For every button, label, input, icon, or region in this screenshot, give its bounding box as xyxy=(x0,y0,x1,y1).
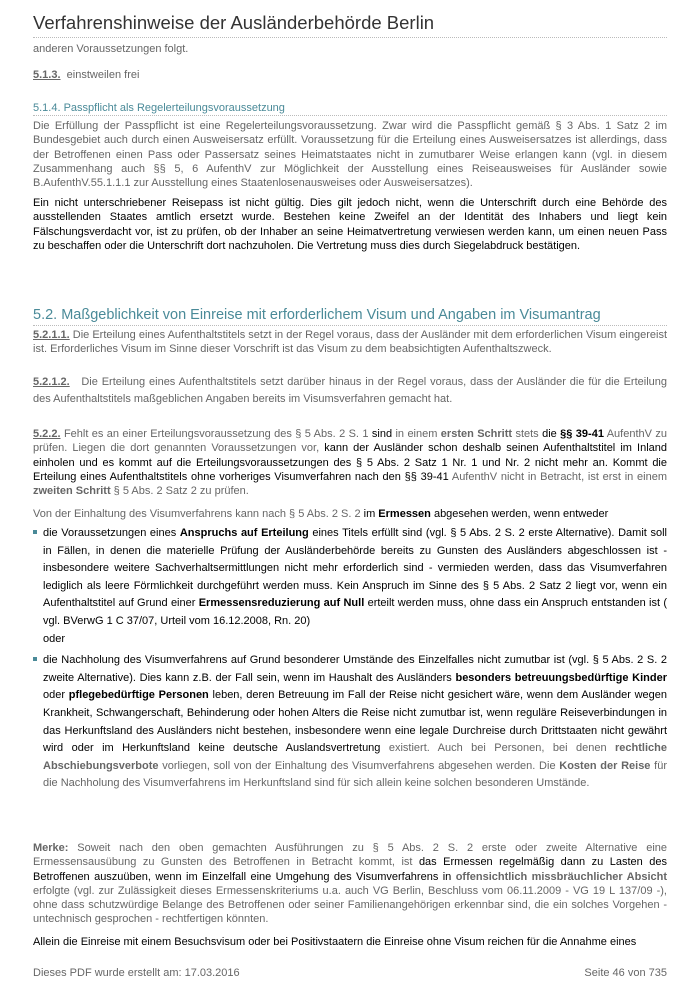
text-run-bold: rechtliche Abschiebungsverbote xyxy=(43,742,667,772)
section-number: 5.2.1.1. xyxy=(33,329,70,341)
text-run: das Ermessen regelmäßig dann zu Lasten des Betroffenen auszuüben, wenn im Einzelfall eine xyxy=(33,856,667,883)
heading-divider xyxy=(33,115,667,116)
text-run: erfolgte (vgl. zur Zulässigkeit dieses Ermessenskriteriums u.a. auch VG Berlin, Beschluss vom 06.11.2009 - VG 19 L 137/09 -), ohne dass schutzwürdige Belange des Betroffenen oder seiner Familienangehörigen erkennbar sind, die ein solches Vorgehen - untechnisch gesprochen - rechtfertigen könnten. xyxy=(33,884,667,926)
header-title: Verfahrenshinweise der Ausländerbehörde Berlin xyxy=(33,12,435,33)
text-run-bold: zweiten Schritt xyxy=(33,485,111,498)
section-text: einstweilen frei xyxy=(66,69,140,81)
section-5-1-3 xyxy=(33,68,667,82)
text-run: die Nachholung des Visumverfahrens auf Grund besonderer Umstände des Einzelfalles nicht zumutbar ist (vgl. § 5 Abs. 2 S. 2 zweite Alternative). Dies kann z.B. der Fall sein, wenn im Haushalt des Ausländers xyxy=(43,654,667,684)
text-run: im xyxy=(363,508,379,520)
page-header xyxy=(33,12,667,38)
section-number: 5.1.3. xyxy=(33,69,61,81)
text-run: für die Nachholung des Visumverfahrens im Herkunftsland sind für sich allein keine solchen besonderen Umstände. xyxy=(43,759,667,790)
text-run: erteilt werden muss, ohne dass ein Anspruch entstanden ist ( vgl. BVerwG 1 C 37/07, Urteil vom 16.12.2008, Rn. 20) xyxy=(43,597,667,627)
text-run-bold: offensichtlich missbräuchlicher Absicht xyxy=(455,870,668,883)
section-number: 5.2.1.2. xyxy=(33,376,70,388)
merke-paragraph xyxy=(33,841,667,927)
text-run: abgesehen werden, wenn entweder xyxy=(430,508,609,520)
text-run: die xyxy=(542,428,557,440)
section-5-1-4-p1: Die Erfüllung der Passpflicht ist eine Regelerteilungsvoraussetzung. Zwar wird die Passpflicht gemäß § 3 Abs. 1 Satz 2 im Bundesgebiet auch durch einen Ausweisersatz erfüllt. Voraussetzung für die Erteilung eines Ausweisersatzes ist allerdings, dass der Betroffenen einen Pass oder Passersatz seines Heimatstaates nicht in zumutbarer Weise erlangen kann (vgl. in diesem Zusammenhang auch §§ 5, 6 AufenthV zur Möglichkeit der Ausstellung eines Reiseausweises für Ausländer sowie B.AufenthV.55.1.1.1 zur Ausstellung eines Staatenlosenausweises oder Ausweisersatzes). xyxy=(33,120,667,190)
section-5-1-4-heading: 5.1.4. Passpflicht als Regelerteilungsvoraussetzung xyxy=(33,102,285,114)
text-run: § 5 Abs. 2 Satz 2 zu prüfen. xyxy=(110,485,249,498)
text-run: Fehlt es an einer Erteilungsvoraussetzung des § 5 Abs. 2 S. 1 xyxy=(63,428,372,440)
text-run: Umgehung des Visumverfahrens in xyxy=(275,870,456,883)
text-run: existiert. Auch bei Personen, bei denen xyxy=(380,742,616,755)
section-text: Die Erteilung eines Aufenthaltstitels setzt darüber hinaus in der Regel voraus, dass der Ausländer die für die Erteilung des Aufenthaltstitels maßgeblichen Angaben bereits im Visumsverfahren gemacht hat. xyxy=(33,376,667,405)
merke-label: Merke: xyxy=(33,842,69,854)
heading-divider xyxy=(33,325,667,326)
list-item xyxy=(33,525,667,648)
text-run: AufenthV zu prüfen. Liegen die dort genannten Voraussetzungen vor, xyxy=(33,428,667,455)
section-text: Die Erteilung eines Aufenthaltstitels setzt in der Regel voraus, dass der Ausländer mit dem erforderlichen Visum eingereist ist. Erforderliches Visum im Sinne dieser Vorschrift ist das Visum zu dem beabsichtigten Aufenthaltszweck. xyxy=(33,329,668,356)
section-5-2-heading: 5.2. Maßgeblichkeit von Einreise mit erforderlichem Visum und Angaben im Visumantrag xyxy=(33,307,601,323)
text-run: eines Titels erfüllt sind (vgl. § 5 Abs. 2 S. 2 erste Alternative). Damit soll in Fällen, in denen die materielle Prüfung der Ausländerbehörde bereits zu Gunsten des Ausländers abgeschlossen ist - insbesondere weitere Sachverhaltsermittlungen nicht mehr erforderlich sind - vermieden werden, dass das Visumverfahren lediglich als leere Förmlichkeit durchgeführt werden muss. Kein Anspruch im Sinne des § 5 Abs. 2 Satz 2 liegt vor, wenn ein Aufenthaltstitel auf Grund einer xyxy=(43,527,667,610)
ermessen-intro xyxy=(33,507,667,521)
footer-page-number: Seite 46 von 735 xyxy=(584,967,667,979)
section-5-1-4-p2: Ein nicht unterschriebener Reisepass ist nicht gültig. Dies gilt jedoch nicht, wenn die Unterschrift durch eine Behörde des ausstellenden Staates amtlich ersetzt wurde. Bestehen keine Zweifel an der Identität des Inhabers und liegt kein Fälschungsverdacht vor, ist zu prüfen, ob der Inhaber an seine Heimatvertretung verwiesen werden kann, um einen neuen Pass zu beschaffen oder die Unterschrift dort nachzuholen. Die Vertretung muss dies durch Siegelabdruck bestätigen. xyxy=(33,197,667,252)
text-run: vorliegen, soll von der Einhaltung des Visumverfahrens abgesehen werden. Die xyxy=(158,759,560,772)
allein-paragraph: Allein die Einreise mit einem Besuchsvisum oder bei Positivstaatern die Einreise ohne Visum reichen für die Annahme eines xyxy=(33,936,637,948)
text-run: in einem xyxy=(392,428,441,440)
section-number: 5.2.2. xyxy=(33,428,61,440)
text-run-bold: Ermessensreduzierung auf Null xyxy=(198,597,365,610)
text-run: leben, deren Betreuung im Fall der Reise nicht gesichert wäre, wenn dem Ausländer wegen Krankheit, Schwangerschaft, Behinderung oder hohen Alters die Reise nicht zumutbar ist, wenn reguläre Reiseverbindungen in das Herkunftsland des Ausländers nicht bestehen, insbesondere wenn eine legale Durchreise durch Drittstaaten nicht gewährt wird oder im Herkunftsland keine deutsche Auslandsvertretung xyxy=(43,689,667,755)
list-item xyxy=(33,652,667,793)
text-run: Soweit nach den oben gemachten Ausführungen zu § 5 Abs. 2 S. 2 erste oder zweite Alternative eine Ermessensausübung zu Gunsten des Betroffenen in Betracht kommt, ist xyxy=(33,842,667,869)
section-5-2-1-2 xyxy=(33,374,667,407)
text-run-bold: ersten Schritt xyxy=(440,428,513,440)
text-run-bold: pflegebedürftige Personen xyxy=(68,689,209,702)
text-run: Von der Einhaltung des Visumverfahrens kann nach § 5 Abs. 2 S. 2 xyxy=(33,508,364,520)
text-run: AufenthV nicht in Betracht, ist erst in einem xyxy=(448,470,668,483)
text-run-bold: §§ 39-41 xyxy=(560,428,604,440)
text-run: oder xyxy=(43,632,66,645)
text-run: sind xyxy=(371,428,393,440)
text-run-bold: besonders betreuungsbedürftige Kinder xyxy=(455,671,667,684)
footer-created: Dieses PDF wurde erstellt am: 17.03.2016 xyxy=(33,967,240,979)
condition-list xyxy=(33,525,667,793)
section-5-2-1-1 xyxy=(33,328,667,357)
text-run: die Voraussetzungen eines xyxy=(43,527,180,539)
page-footer xyxy=(33,967,667,979)
section-5-2-2 xyxy=(33,427,667,498)
text-run: den §§ 39-41 xyxy=(382,470,449,483)
text-run: oder xyxy=(43,689,69,702)
text-run: stets xyxy=(512,428,543,440)
text-run-bold: Anspruchs auf Erteilung xyxy=(179,527,309,539)
text-run: kann der Ausländer schon deshalb seinen Aufenthaltstitel im Inland einholen und es kommt auf die Erteilungsvoraussetzungen des § 5 Abs. 2 Satz 1 Nr. 1 und Nr. 2 nicht mehr an. Kommt die Erteilung eines Aufenthaltstitels ohne vorheriges Visumverfahren nach xyxy=(33,442,667,483)
text-run-bold: Ermessen xyxy=(378,508,431,520)
intro-text: anderen Voraussetzungen folgt. xyxy=(33,43,189,55)
text-run-bold: Kosten der Reise xyxy=(559,759,651,772)
